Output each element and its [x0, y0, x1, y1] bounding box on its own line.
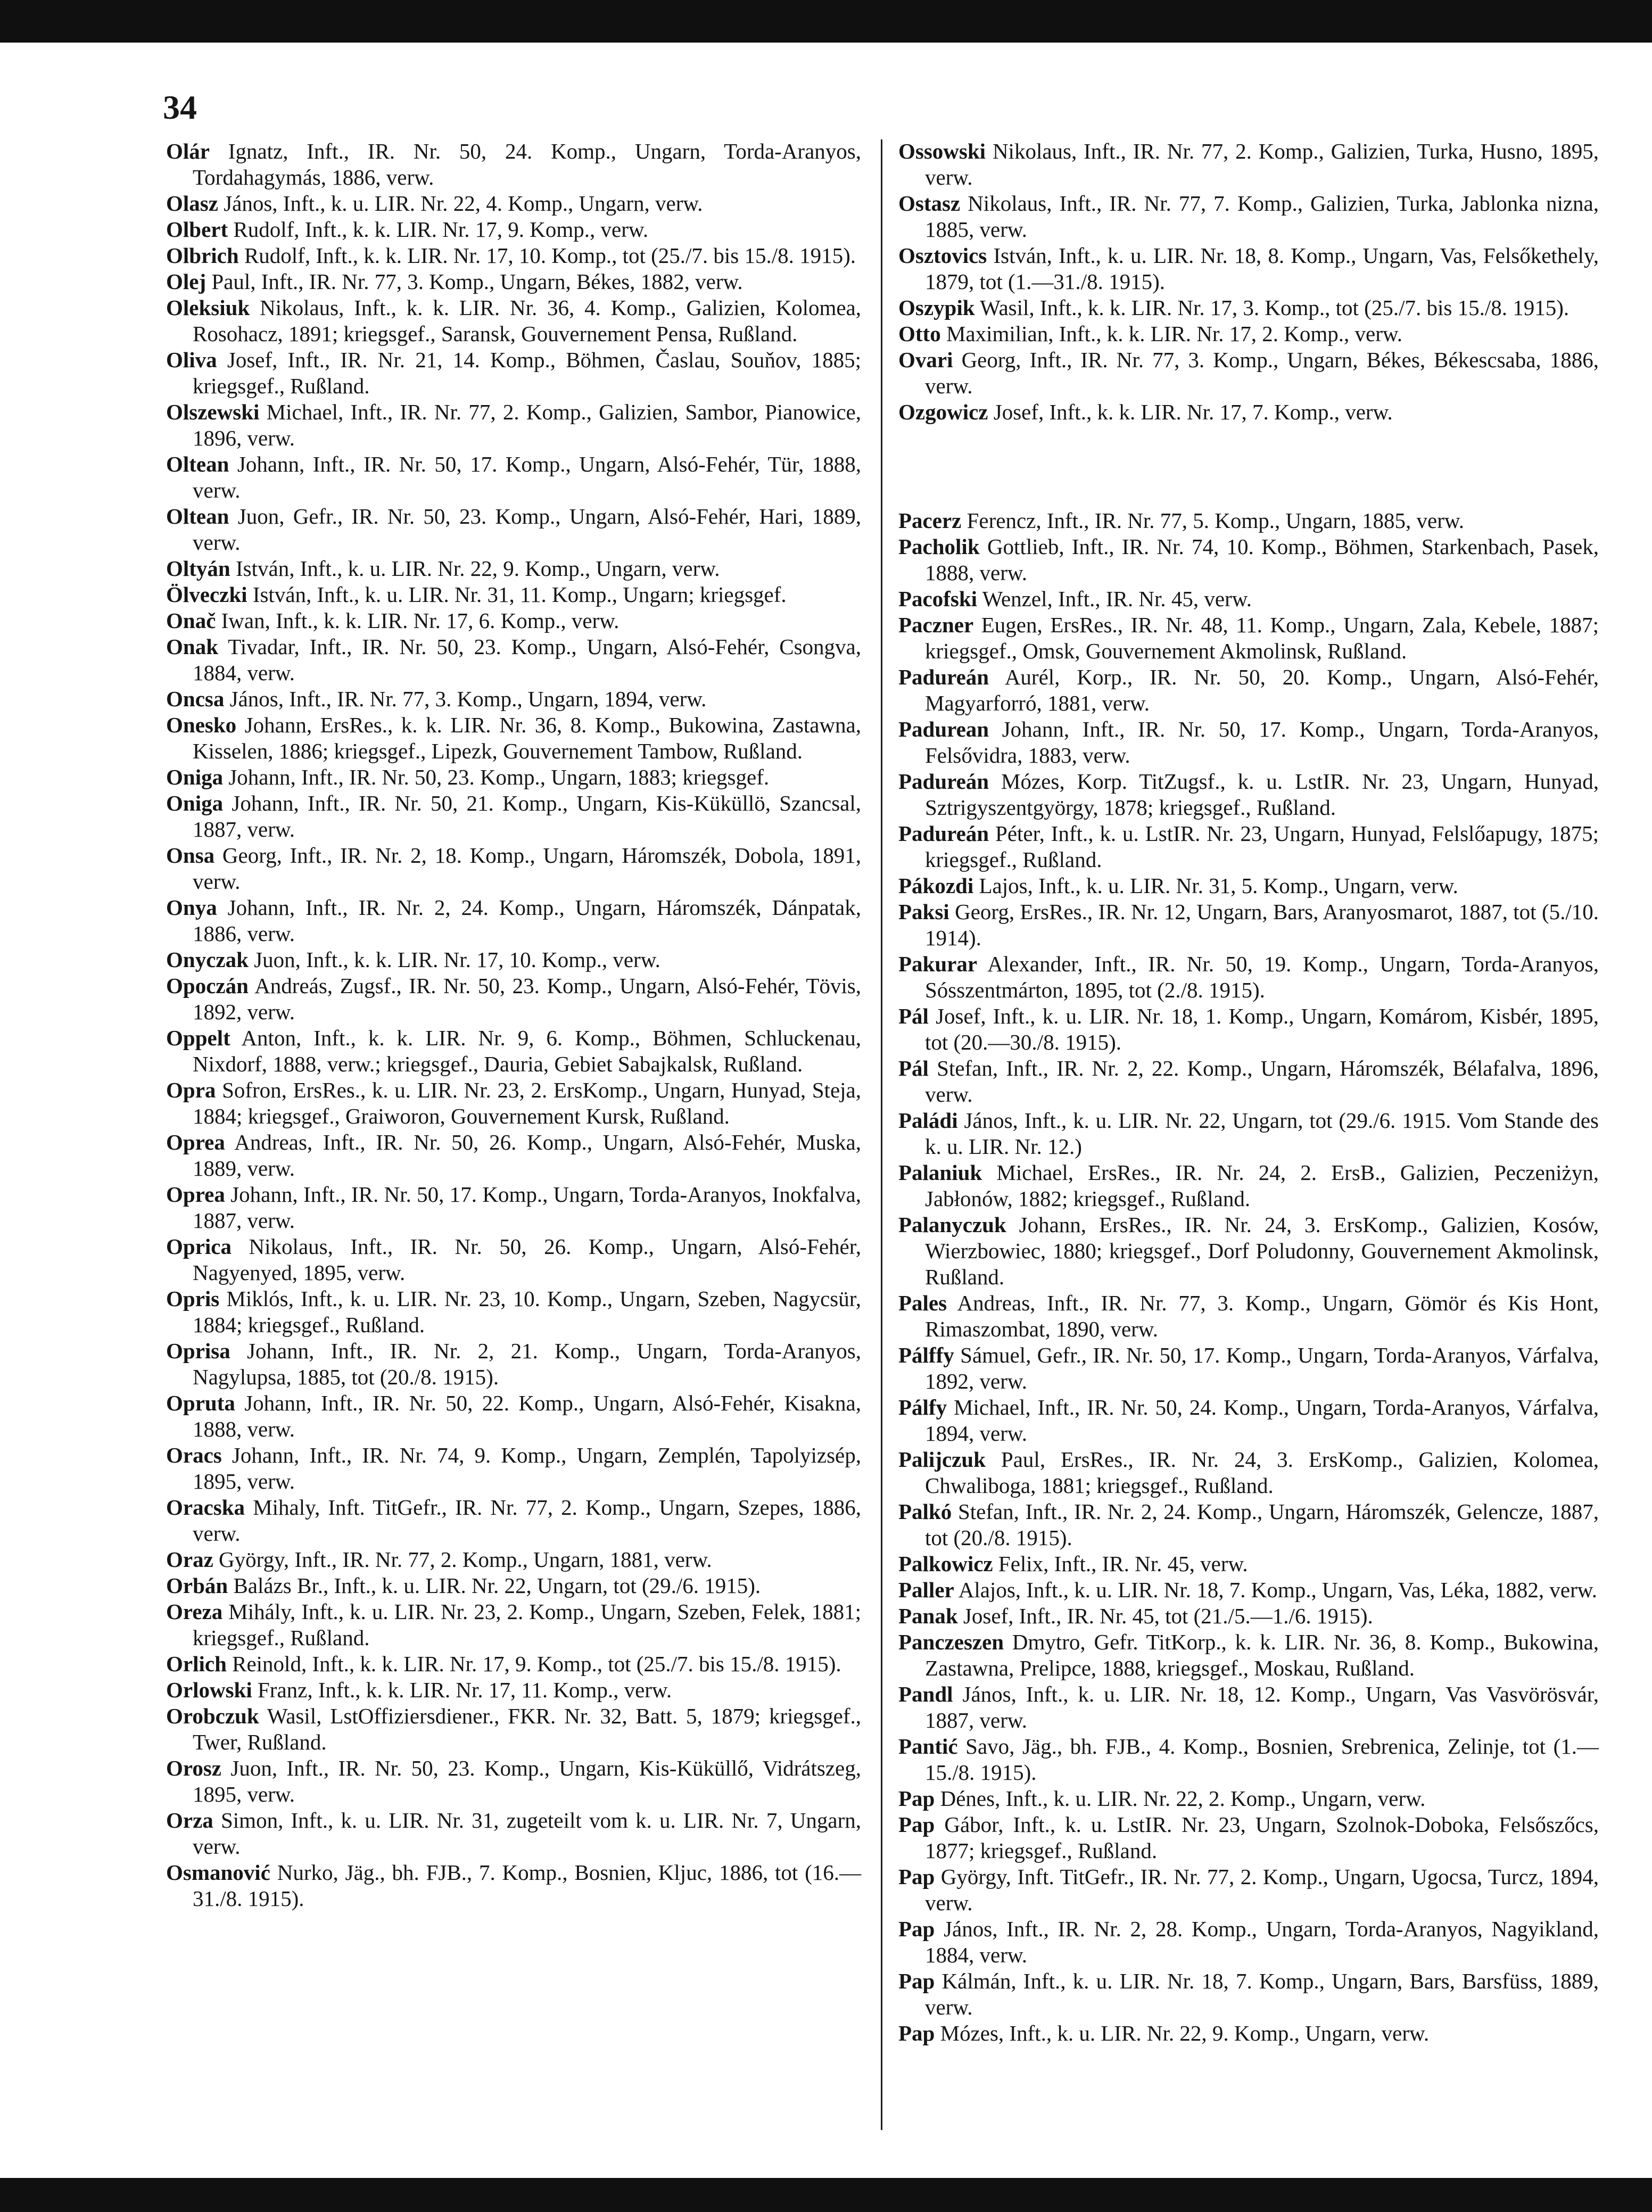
- entry-details: Johann, Inft., IR. Nr. 2, 21. Komp., Ungarn, Torda-Aranyos, Nagylupsa, 1885, tot (20./8. 1915).: [193, 1339, 862, 1389]
- casualty-entry: [166, 1547, 861, 1573]
- entry-details: Nikolaus, Inft., IR. Nr. 77, 7. Komp., Galizien, Turka, Jablonka nizna, 1885, verw.: [925, 191, 1599, 242]
- casualty-entry: [166, 191, 861, 217]
- entry-details: Stefan, Inft., IR. Nr. 2, 24. Komp., Ungarn, Háromszék, Gelencze, 1887, tot (20./8. 1915).: [925, 1499, 1599, 1550]
- entry-details: Michael, Inft., IR. Nr. 50, 24. Komp., Ungarn, Torda-Aranyos, Várfalva, 1894, verw.: [925, 1395, 1599, 1446]
- entry-surname: Panczeszen: [898, 1630, 1004, 1654]
- entry-details: Ferencz, Inft., IR. Nr. 77, 5. Komp., Ungarn, 1885, verw.: [967, 508, 1465, 533]
- entry-surname: Ostasz: [898, 191, 961, 216]
- entry-surname: Oniga: [166, 791, 224, 815]
- entry-surname: Oprea: [166, 1182, 225, 1207]
- entry-surname: Osztovics: [898, 243, 987, 268]
- entry-details: Wasil, LstOffiziersdiener., FKR. Nr. 32, Batt. 5, 1879; kriegsgef., Twer, Rußland.: [193, 1704, 861, 1754]
- entry-surname: Oppelt: [166, 1026, 230, 1050]
- casualty-entry: [166, 451, 861, 504]
- entry-surname: Oltean: [166, 452, 229, 476]
- entry-details: Johann, Inft., IR. Nr. 2, 24. Komp., Ungarn, Háromszék, Dánpatak, 1886, verw.: [193, 895, 862, 946]
- casualty-entry: [166, 1651, 861, 1677]
- entry-surname: Orza: [166, 1808, 213, 1833]
- casualty-entry: [166, 1703, 861, 1755]
- entry-surname: Pap: [898, 1786, 935, 1811]
- casualty-entry: [898, 1734, 1599, 1786]
- entry-details: Johann, Inft., IR. Nr. 50, 23. Komp., Ungarn, 1883; kriegsgef.: [228, 765, 770, 789]
- casualty-entry: [166, 790, 861, 843]
- entry-details: Mihaly, Inft. TitGefr., IR. Nr. 77, 2. Komp., Ungarn, Szepes, 1886, verw.: [193, 1495, 862, 1546]
- casualty-entry: [166, 243, 861, 269]
- entry-surname: Oprea: [166, 1130, 225, 1154]
- casualty-entry: [166, 634, 861, 686]
- entry-details: Ignatz, Inft., IR. Nr. 50, 24. Komp., Ungarn, Torda-Aranyos, Tordahagymás, 1886, verw.: [193, 139, 861, 189]
- entry-details: Iwan, Inft., k. k. LIR. Nr. 17, 6. Komp., verw.: [221, 608, 620, 633]
- casualty-entry: [166, 217, 861, 243]
- entry-surname: Pap: [898, 1812, 935, 1837]
- casualty-entry: [898, 586, 1599, 612]
- casualty-entry: [898, 191, 1599, 243]
- casualty-entry: [898, 1577, 1599, 1603]
- casualty-entry: [166, 1182, 861, 1234]
- entry-surname: Pap: [898, 2021, 935, 2045]
- entry-surname: Ozgowicz: [898, 400, 988, 424]
- entry-surname: Paksi: [898, 899, 949, 924]
- entry-details: Mózes, Inft., k. u. LIR. Nr. 22, 9. Komp., Ungarn, verw.: [940, 2021, 1430, 2045]
- entry-surname: Onya: [166, 895, 217, 920]
- entry-surname: Pakurar: [898, 952, 978, 976]
- entry-details: Alajos, Inft., k. u. LIR. Nr. 18, 7. Komp., Ungarn, Vas, Léka, 1882, verw.: [958, 1578, 1597, 1602]
- entry-details: Dénes, Inft., k. u. LIR. Nr. 22, 2. Komp., Ungarn, verw.: [940, 1786, 1426, 1811]
- entry-details: Mózes, Korp. TitZugsf., k. u. LstIR. Nr. 23, Ungarn, Hunyad, Sztrigyszentgyörgy, 1878; kriegsgef., Rußland.: [925, 769, 1599, 820]
- casualty-entry: [898, 1551, 1599, 1577]
- entry-details: János, Inft., k. u. LIR. Nr. 18, 12. Komp., Ungarn, Vas Vasvörösvár, 1887, verw.: [925, 1682, 1599, 1732]
- casualty-entry: [166, 1025, 861, 1077]
- entry-details: Nikolaus, Inft., IR. Nr. 50, 26. Komp., Ungarn, Alsó-Fehér, Nagyenyed, 1895, verw.: [193, 1234, 861, 1285]
- casualty-entry: [898, 664, 1599, 716]
- entry-details: Maximilian, Inft., k. k. LIR. Nr. 17, 2. Komp., verw.: [946, 321, 1403, 346]
- entry-surname: Padureán: [898, 665, 989, 689]
- entry-surname: Opra: [166, 1078, 216, 1102]
- casualty-entry: [166, 1286, 861, 1338]
- entry-details: Johann, Inft., IR. Nr. 50, 17. Komp., Ungarn, Torda-Aranyos, Inokfalva, 1887, verw.: [193, 1182, 862, 1233]
- entry-details: Georg, Inft., IR. Nr. 77, 3. Komp., Ungarn, Békes, Békescsaba, 1886, verw.: [925, 348, 1599, 398]
- entry-surname: Panak: [898, 1604, 958, 1628]
- entry-details: Mihály, Inft., k. u. LIR. Nr. 23, 2. Komp., Ungarn, Szeben, Felek, 1881; kriegsgef., Rußland.: [193, 1599, 861, 1650]
- scan-bottom-edge: [0, 2178, 1652, 2212]
- entry-details: Lajos, Inft., k. u. LIR. Nr. 31, 5. Komp., Ungarn, verw.: [979, 873, 1458, 898]
- entry-details: Johann, Inft., IR. Nr. 50, 22. Komp., Ungarn, Alsó-Fehér, Kisakna, 1888, verw.: [193, 1391, 862, 1441]
- entry-details: Rudolf, Inft., k. k. LIR. Nr. 17, 10. Komp., tot (25./7. bis 15./8. 1915).: [244, 243, 856, 268]
- entry-details: Rudolf, Inft., k. k. LIR. Nr. 17, 9. Komp., verw.: [233, 217, 649, 242]
- entry-surname: Ossowski: [898, 139, 986, 163]
- entry-details: Paul, ErsRes., IR. Nr. 24, 3. ErsKomp., Galizien, Kolomea, Chwaliboga, 1881; kriegsgef., Rußland.: [925, 1447, 1599, 1498]
- casualty-entry: [898, 612, 1599, 664]
- entry-details: György, Inft., IR. Nr. 77, 2. Komp., Ungarn, 1881, verw.: [219, 1547, 712, 1572]
- casualty-entry: [898, 1055, 1599, 1108]
- casualty-entry: [166, 295, 861, 347]
- entry-surname: Oprica: [166, 1234, 232, 1259]
- casualty-entry: [166, 1860, 861, 1912]
- entry-surname: Olbrich: [166, 243, 239, 268]
- entry-details: Nikolaus, Inft., k. k. LIR. Nr. 36, 4. Komp., Galizien, Kolomea, Rosohacz, 1891; kriegsgef., Saransk, Gouvernement Pensa, Rußland.: [193, 295, 861, 346]
- casualty-entry: [166, 712, 861, 764]
- casualty-entry: [166, 1338, 861, 1390]
- entry-details: Andreás, Zugsf., IR. Nr. 50, 23. Komp., Ungarn, Alsó-Fehér, Tövis, 1892, verw.: [193, 973, 861, 1024]
- entry-surname: Orlich: [166, 1652, 227, 1676]
- entry-surname: Palijczuk: [898, 1447, 986, 1472]
- entry-surname: Palanyczuk: [898, 1212, 1006, 1237]
- entry-details: Péter, Inft., k. u. LstIR. Nr. 23, Ungarn, Hunyad, Felslőapugy, 1875; kriegsgef., Rußland.: [925, 821, 1599, 872]
- letter-section-gap: [898, 425, 1599, 508]
- casualty-entry: [898, 1786, 1599, 1812]
- casualty-entry: [166, 269, 861, 295]
- entry-surname: Pacerz: [898, 508, 962, 533]
- entry-details: Stefan, Inft., IR. Nr. 2, 22. Komp., Ungarn, Háromszék, Bélafalva, 1896, verw.: [925, 1056, 1599, 1107]
- casualty-entry: [166, 1599, 861, 1651]
- entry-details: István, Inft., k. u. LIR. Nr. 22, 9. Komp., Ungarn, verw.: [236, 556, 720, 581]
- entry-surname: Pales: [898, 1291, 947, 1315]
- casualty-entry: [898, 1108, 1599, 1160]
- entry-surname: Onesko: [166, 713, 237, 737]
- casualty-entry: [166, 347, 861, 399]
- entry-surname: Pap: [898, 1969, 935, 1993]
- entry-surname: Ovari: [898, 348, 953, 372]
- entry-surname: Oncsa: [166, 687, 225, 711]
- casualty-entry: [166, 1234, 861, 1286]
- entry-details: János, Inft., k. u. LIR. Nr. 22, Ungarn, tot (29./6. 1915. Vom Stande des k. u. LIR. Nr. 12.): [925, 1108, 1599, 1159]
- entry-details: Wasil, Inft., k. k. LIR. Nr. 17, 3. Komp., tot (25./7. bis 15./8. 1915).: [980, 295, 1570, 320]
- entry-surname: Padurean: [898, 717, 989, 741]
- entry-details: Johann, Inft., IR. Nr. 50, 21. Komp., Ungarn, Kis-Küküllö, Szancsal, 1887, verw.: [193, 791, 861, 841]
- casualty-entry: [898, 1968, 1599, 2020]
- casualty-entry: [898, 1916, 1599, 1968]
- entry-surname: Padureán: [898, 821, 989, 846]
- casualty-entry: [898, 1499, 1599, 1551]
- casualty-entry: [166, 1495, 861, 1547]
- casualty-entry: [898, 508, 1599, 534]
- casualty-entry: [166, 504, 861, 556]
- entry-details: György, Inft. TitGefr., IR. Nr. 77, 2. Komp., Ungarn, Ugocsa, Turcz, 1894, verw.: [925, 1864, 1599, 1915]
- entry-surname: Olej: [166, 269, 206, 294]
- entry-surname: Oltyán: [166, 556, 230, 581]
- casualty-entry: [898, 2020, 1599, 2046]
- casualty-entry: [166, 973, 861, 1025]
- casualty-entry: [898, 321, 1599, 347]
- entry-surname: Olasz: [166, 191, 218, 216]
- entry-surname: Oltean: [166, 504, 229, 529]
- entry-surname: Orobczuk: [166, 1704, 259, 1728]
- entry-surname: Opruta: [166, 1391, 235, 1415]
- entry-surname: Onak: [166, 634, 218, 659]
- entry-details: Sámuel, Gefr., IR. Nr. 50, 17. Komp., Ungarn, Torda-Aranyos, Várfalva, 1892, verw.: [925, 1343, 1599, 1393]
- entry-details: Simon, Inft., k. u. LIR. Nr. 31, zugeteilt vom k. u. LIR. Nr. 7, Ungarn, verw.: [193, 1808, 861, 1859]
- entry-surname: Pálfy: [898, 1395, 947, 1419]
- entry-surname: Pálffy: [898, 1343, 954, 1367]
- entry-details: Johann, Inft., IR. Nr. 50, 17. Komp., Ungarn, Alsó-Fehér, Tür, 1888, verw.: [193, 452, 861, 502]
- entry-details: Tivadar, Inft., IR. Nr. 50, 23. Komp., Ungarn, Alsó-Fehér, Csongva, 1884, verw.: [193, 634, 861, 685]
- entry-details: Eugen, ErsRes., IR. Nr. 48, 11. Komp., Ungarn, Zala, Kebele, 1887; kriegsgef., Omsk, Gouvernement Akmolinsk, Rußland.: [925, 613, 1599, 663]
- entry-details: Johann, ErsRes., k. k. LIR. Nr. 36, 8. Komp., Bukowina, Zastawna, Kisselen, 1886; kriegsgef., Lipezk, Gouvernement Tambow, Rußland.: [193, 713, 861, 763]
- column-right: [898, 138, 1599, 2046]
- casualty-entry: [166, 138, 861, 191]
- casualty-entry: [898, 347, 1599, 399]
- entry-surname: Orosz: [166, 1756, 222, 1780]
- casualty-entry: [166, 1573, 861, 1599]
- entry-details: Miklós, Inft., k. u. LIR. Nr. 23, 10. Komp., Ungarn, Szeben, Nagycsür, 1884; kriegsgef., Rußland.: [193, 1286, 861, 1337]
- entry-surname: Pandl: [898, 1682, 953, 1706]
- casualty-entry: [898, 821, 1599, 873]
- entry-surname: Pap: [898, 1917, 935, 1941]
- casualty-entry: [166, 556, 861, 582]
- casualty-entry: [898, 1603, 1599, 1629]
- entry-surname: Palkowicz: [898, 1551, 993, 1576]
- casualty-entry: [166, 1077, 861, 1129]
- entry-surname: Oracska: [166, 1495, 245, 1520]
- entry-details: Aurél, Korp., IR. Nr. 50, 20. Komp., Ungarn, Alsó-Fehér, Magyarforró, 1881, verw.: [925, 665, 1599, 715]
- casualty-entry: [898, 951, 1599, 1003]
- entry-details: István, Inft., k. u. LIR. Nr. 31, 11. Komp., Ungarn; kriegsgef.: [252, 582, 787, 607]
- casualty-entry: [898, 899, 1599, 951]
- entry-details: Balázs Br., Inft., k. u. LIR. Nr. 22, Ungarn, tot (29./6. 1915).: [233, 1573, 761, 1598]
- entry-details: Anton, Inft., k. k. LIR. Nr. 9, 6. Komp., Böhmen, Schluckenau, Nixdorf, 1888, verw.; kriegsgef., Dauria, Gebiet Sabajkalsk, Rußland.: [193, 1026, 861, 1076]
- entry-surname: Otto: [898, 321, 941, 346]
- casualty-entry: [898, 873, 1599, 899]
- entry-details: Sofron, ErsRes., k. u. LIR. Nr. 23, 2. ErsKomp., Ungarn, Hunyad, Steja, 1884; kriegsgef., Graiworon, Gouvernement Kursk, Rußland.: [193, 1078, 861, 1128]
- entry-details: Reinold, Inft., k. k. LIR. Nr. 17, 9. Komp., tot (25./7. bis 15./8. 1915).: [232, 1652, 841, 1676]
- entry-surname: Palaniuk: [898, 1160, 982, 1185]
- entry-surname: Olár: [166, 139, 210, 163]
- casualty-entry: [166, 686, 861, 712]
- entry-details: Juon, Inft., k. k. LIR. Nr. 17, 10. Komp., verw.: [254, 947, 660, 972]
- casualty-entry: [898, 534, 1599, 586]
- casualty-entry: [898, 1864, 1599, 1916]
- entry-details: Kálmán, Inft., k. u. LIR. Nr. 18, 7. Komp., Ungarn, Bars, Barsfüss, 1889, verw.: [925, 1969, 1599, 2019]
- entry-surname: Pacofski: [898, 587, 978, 611]
- entry-surname: Oraz: [166, 1547, 213, 1572]
- entry-surname: Paládi: [898, 1108, 958, 1133]
- entry-details: Gottlieb, Inft., IR. Nr. 74, 10. Komp., Böhmen, Starkenbach, Pasek, 1888, verw.: [925, 534, 1599, 585]
- entry-details: Juon, Gefr., IR. Nr. 50, 23. Komp., Ungarn, Alsó-Fehér, Hari, 1889, verw.: [193, 504, 861, 555]
- entry-details: Michael, Inft., IR. Nr. 77, 2. Komp., Galizien, Sambor, Pianowice, 1896, verw.: [193, 400, 861, 450]
- entry-details: Nurko, Jäg., bh. FJB., 7. Komp., Bosnien, Kljuc, 1886, tot (16.—31./8. 1915).: [193, 1860, 862, 1911]
- entry-details: János, Inft., k. u. LIR. Nr. 22, 4. Komp., Ungarn, verw.: [224, 191, 703, 216]
- casualty-entry: [898, 399, 1599, 425]
- entry-details: Felix, Inft., IR. Nr. 45, verw.: [998, 1551, 1248, 1576]
- entry-details: István, Inft., k. u. LIR. Nr. 18, 8. Komp., Ungarn, Vas, Felsőkethely, 1879, tot (1.—31./8. 1915).: [925, 243, 1599, 294]
- entry-details: Josef, Inft., k. u. LIR. Nr. 18, 1. Komp., Ungarn, Komárom, Kisbér, 1895, tot (20.—30./8. 1915).: [925, 1004, 1599, 1054]
- entry-surname: Onyczak: [166, 947, 249, 972]
- entry-details: Franz, Inft., k. k. LIR. Nr. 17, 11. Komp., verw.: [258, 1678, 672, 1702]
- casualty-entry: [898, 1394, 1599, 1447]
- entry-surname: Padureán: [898, 769, 989, 794]
- entry-details: Paul, Inft., IR. Nr. 77, 3. Komp., Ungarn, Békes, 1882, verw.: [211, 269, 743, 294]
- entry-details: Wenzel, Inft., IR. Nr. 45, verw.: [982, 587, 1252, 611]
- entry-surname: Olbert: [166, 217, 228, 242]
- casualty-entry: [898, 769, 1599, 821]
- casualty-entry: [166, 843, 861, 895]
- casualty-entry: [166, 1807, 861, 1860]
- entry-details: Savo, Jäg., bh. FJB., 4. Komp., Bosnien, Srebrenica, Zelinje, tot (1.—15./8. 1915).: [925, 1734, 1599, 1785]
- entry-surname: Paczner: [898, 613, 974, 637]
- casualty-entry: [166, 947, 861, 973]
- casualty-entry: [898, 243, 1599, 295]
- entry-surname: Oreza: [166, 1599, 223, 1624]
- casualty-entry: [166, 1677, 861, 1703]
- entry-surname: Onsa: [166, 843, 215, 868]
- entry-surname: Opris: [166, 1286, 220, 1311]
- column-divider: [881, 139, 882, 2130]
- casualty-entry: [166, 895, 861, 947]
- entry-details: Johann, Inft., IR. Nr. 74, 9. Komp., Ungarn, Zemplén, Tapolyizsép, 1895, verw.: [193, 1443, 862, 1493]
- entry-surname: Opoczán: [166, 973, 249, 998]
- entry-surname: Olszewski: [166, 400, 260, 424]
- entry-details: Andreas, Inft., IR. Nr. 50, 26. Komp., Ungarn, Alsó-Fehér, Muska, 1889, verw.: [193, 1130, 861, 1181]
- entry-details: Josef, Inft., IR. Nr. 21, 14. Komp., Böhmen, Časlau, Souňov, 1885; kriegsgef., Rußland.: [193, 348, 862, 398]
- casualty-entry: [898, 1342, 1599, 1394]
- casualty-entry: [898, 1003, 1599, 1055]
- casualty-entry: [898, 1681, 1599, 1734]
- casualty-entry: [898, 716, 1599, 769]
- entry-surname: Oliva: [166, 348, 217, 372]
- entry-surname: Oprisa: [166, 1339, 230, 1363]
- entry-surname: Oleksiuk: [166, 295, 250, 320]
- casualty-entry: [166, 399, 861, 451]
- entry-surname: Ölveczki: [166, 582, 247, 607]
- entry-details: János, Inft., IR. Nr. 2, 28. Komp., Ungarn, Torda-Aranyos, Nagyikland, 1884, verw.: [925, 1917, 1599, 1967]
- entry-details: Nikolaus, Inft., IR. Nr. 77, 2. Komp., Galizien, Turka, Husno, 1895, verw.: [925, 139, 1599, 189]
- casualty-entry: [166, 764, 861, 790]
- entry-details: Georg, Inft., IR. Nr. 2, 18. Komp., Ungarn, Háromszék, Dobola, 1891, verw.: [193, 843, 862, 894]
- entry-details: Gábor, Inft., k. u. LstIR. Nr. 23, Ungarn, Szolnok-Doboka, Felsőszőcs, 1877; kriegsgef., Rußland.: [925, 1812, 1599, 1863]
- entry-surname: Onač: [166, 608, 216, 633]
- entry-details: János, Inft., IR. Nr. 77, 3. Komp., Ungarn, 1894, verw.: [229, 687, 707, 711]
- casualty-entry: [166, 1129, 861, 1182]
- entry-surname: Paller: [898, 1578, 954, 1602]
- entry-surname: Pacholik: [898, 534, 980, 559]
- entry-surname: Oszypik: [898, 295, 975, 320]
- entry-details: Juon, Inft., IR. Nr. 50, 23. Komp., Ungarn, Kis-Küküllő, Vidrátszeg, 1895, verw.: [193, 1756, 862, 1806]
- casualty-entry: [166, 582, 861, 608]
- casualty-entry: [166, 1390, 861, 1442]
- entry-surname: Orbán: [166, 1573, 228, 1598]
- casualty-entry: [898, 1160, 1599, 1212]
- entry-details: Josef, Inft., k. k. LIR. Nr. 17, 7. Komp., verw.: [993, 400, 1393, 424]
- entry-details: Andreas, Inft., IR. Nr. 77, 3. Komp., Ungarn, Gömör és Kis Hont, Rimaszombat, 1890, verw.: [925, 1291, 1599, 1341]
- casualty-entry: [166, 1442, 861, 1495]
- casualty-entry: [166, 1755, 861, 1807]
- column-left: [166, 138, 861, 1912]
- entry-details: Johann, ErsRes., IR. Nr. 24, 3. ErsKomp., Galizien, Kosów, Wierzbowiec, 1880; kriegsgef., Dorf Poludonny, Gouvernement Akmolinsk, Rußland.: [925, 1212, 1599, 1289]
- entry-surname: Oniga: [166, 765, 224, 789]
- entry-details: Josef, Inft., IR. Nr. 45, tot (21./5.—1./6. 1915).: [963, 1604, 1373, 1628]
- scan-top-edge: [0, 0, 1652, 43]
- entry-surname: Pantić: [898, 1734, 958, 1759]
- casualty-entry: [898, 1812, 1599, 1864]
- entry-surname: Pál: [898, 1056, 929, 1080]
- casualty-entry: [898, 1212, 1599, 1290]
- casualty-entry: [898, 295, 1599, 321]
- entry-surname: Pál: [898, 1004, 929, 1028]
- entry-details: Dmytro, Gefr. TitKorp., k. k. LIR. Nr. 36, 8. Komp., Bukowina, Zastawna, Prelipce, 1888, kriegsgef., Moskau, Rußland.: [925, 1630, 1599, 1680]
- casualty-entry: [898, 138, 1599, 191]
- entry-surname: Pap: [898, 1864, 935, 1889]
- entry-details: Alexander, Inft., IR. Nr. 50, 19. Komp., Ungarn, Torda-Aranyos, Sósszentmárton, 1895, tot (2./8. 1915).: [925, 952, 1599, 1002]
- casualty-entry: [898, 1290, 1599, 1342]
- entry-details: Georg, ErsRes., IR. Nr. 12, Ungarn, Bars, Aranyosmarot, 1887, tot (5./10. 1914).: [925, 899, 1599, 950]
- entry-surname: Palkó: [898, 1499, 952, 1524]
- casualty-entry: [898, 1447, 1599, 1499]
- entry-surname: Oracs: [166, 1443, 222, 1467]
- entry-surname: Orlowski: [166, 1678, 252, 1702]
- entry-surname: Osmanović: [166, 1860, 270, 1885]
- casualty-entry: [898, 1629, 1599, 1681]
- casualty-entry: [166, 608, 861, 634]
- entry-details: Michael, ErsRes., IR. Nr. 24, 2. ErsB., Galizien, Peczeniżyn, Jabłonów, 1882; kriegsgef., Rußland.: [925, 1160, 1599, 1211]
- entry-surname: Pákozdi: [898, 873, 974, 898]
- page-number: 34: [163, 88, 197, 126]
- entry-details: Johann, Inft., IR. Nr. 50, 17. Komp., Ungarn, Torda-Aranyos, Felsővidra, 1883, verw.: [925, 717, 1599, 767]
